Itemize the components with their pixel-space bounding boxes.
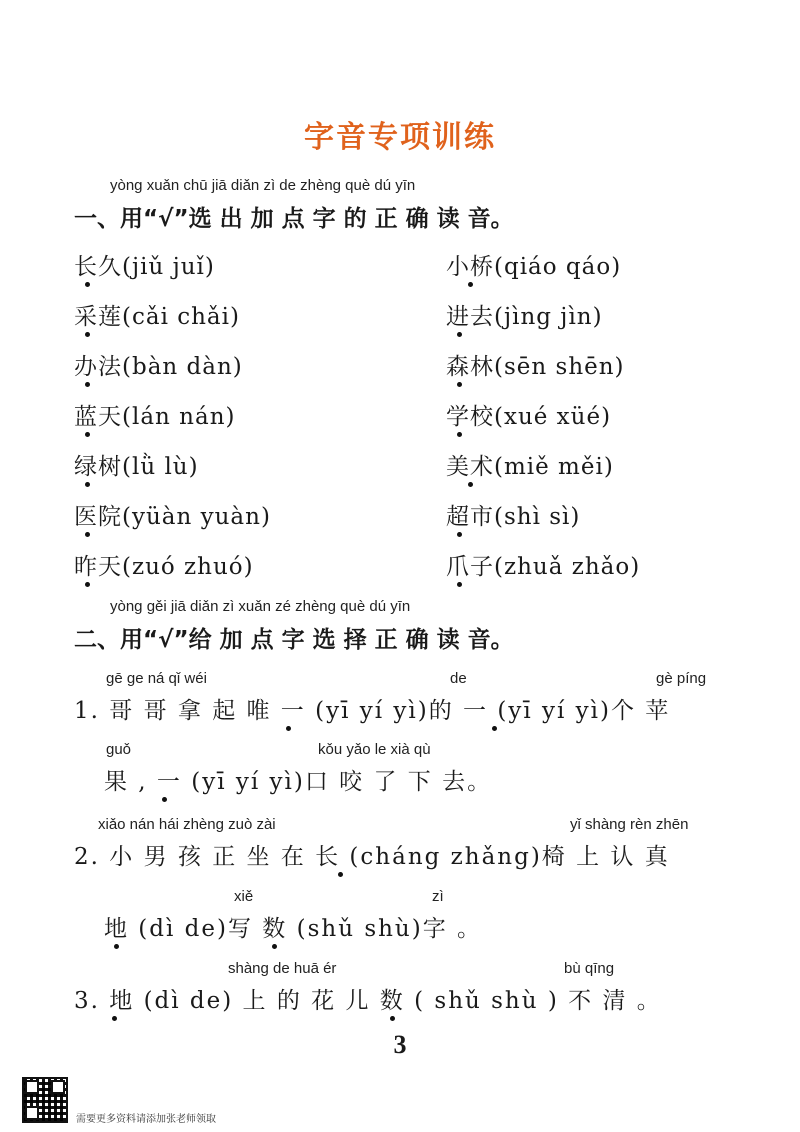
question-2-line-2[interactable]: 地 (dì de)写 数 (shǔ shù)字 。 [104,916,483,942]
emphasis-dot [85,282,90,287]
list-item[interactable]: 长久(jiǔ juǐ) [74,254,215,280]
emphasis-dot [457,432,462,437]
qr-code-icon [22,1077,68,1123]
q1-pinyin-c: gè píng [656,670,707,687]
list-item[interactable]: 超市(shì sì) [446,504,581,530]
emphasis-dot [85,482,90,487]
emphasis-dot [85,382,90,387]
section2-heading: 二、用“√”给 加 点 字 选 择 正 确 读 音。 [74,627,514,653]
q3-pinyin-a: shàng de huā ér [228,960,337,977]
page-title: 字音专项训练 [304,120,496,155]
emphasis-dot [468,282,473,287]
q2-pinyin-d: zì [432,888,444,905]
emphasis-dot [85,582,90,587]
emphasis-dot [85,432,90,437]
q1-pinyin-e: kǒu yǎo le xià qù [318,741,431,758]
list-item[interactable]: 蓝天(lán nán) [74,404,236,430]
footer-note: 需要更多资料请添加张老师领取 [76,1114,216,1125]
emphasis-dot [112,1016,117,1021]
emphasis-dot [272,944,277,949]
list-item[interactable]: 采莲(cǎi chǎi) [74,304,240,330]
section2-pinyin: yòng gěi jiā diǎn zì xuǎn zé zhèng què dú yīn [110,598,411,615]
emphasis-dot [390,1016,395,1021]
q1-pinyin-a: gē ge ná qǐ wéi [106,670,207,687]
list-item[interactable]: 绿树(lǜ lù) [74,454,199,480]
list-item[interactable]: 美术(miě měi) [446,454,614,480]
emphasis-dot [114,944,119,949]
emphasis-dot [338,872,343,877]
emphasis-dot [85,332,90,337]
emphasis-dot [457,382,462,387]
emphasis-dot [162,797,167,802]
section1-pinyin: yòng xuǎn chū jiā diǎn zì de zhèng què dú yīn [110,177,416,194]
question-3-line-1[interactable]: 3. 地 (dì de) 上 的 花 儿 数 ( shǔ shù ) 不 清 。 [74,988,662,1014]
question-2-line-1[interactable]: 2. 小 男 孩 正 坐 在 长 (cháng zhǎng)椅 上 认 真 [74,844,670,870]
list-item[interactable]: 学校(xué xüé) [446,404,612,430]
q3-pinyin-b: bù qīng [564,960,615,977]
question-1-line-2[interactable]: 果 , 一 (yī yí yì)口 咬 了 下 去。 [104,769,493,795]
list-item[interactable]: 小桥(qiáo qáo) [446,254,622,280]
list-item[interactable]: 进去(jìng jìn) [446,304,603,330]
list-item[interactable]: 昨天(zuó zhuó) [74,554,254,580]
q2-pinyin-a: xiǎo nán hái zhèng zuò zài [98,816,276,833]
emphasis-dot [468,482,473,487]
list-item[interactable]: 森林(sēn shēn) [446,354,625,380]
emphasis-dot [492,726,497,731]
emphasis-dot [286,726,291,731]
emphasis-dot [457,532,462,537]
page-number: 3 [393,1030,407,1059]
q2-pinyin-b: yǐ shàng rèn zhēn [570,816,689,833]
question-1-line-1[interactable]: 1. 哥 哥 拿 起 唯 一 (yī yí yì)的 一 (yī yí yì)个 苹 [74,698,671,724]
section1-heading: 一、用“√”选 出 加 点 字 的 正 确 读 音。 [74,206,514,232]
list-item[interactable]: 爪子(zhuǎ zhǎo) [446,554,641,580]
emphasis-dot [85,532,90,537]
q1-pinyin-b: de [450,670,467,687]
list-item[interactable]: 办法(bàn dàn) [74,354,243,380]
q1-pinyin-d: guǒ [106,741,132,758]
emphasis-dot [457,582,462,587]
list-item[interactable]: 医院(yüàn yuàn) [74,504,271,530]
q2-pinyin-c: xiě [234,888,254,905]
emphasis-dot [457,332,462,337]
